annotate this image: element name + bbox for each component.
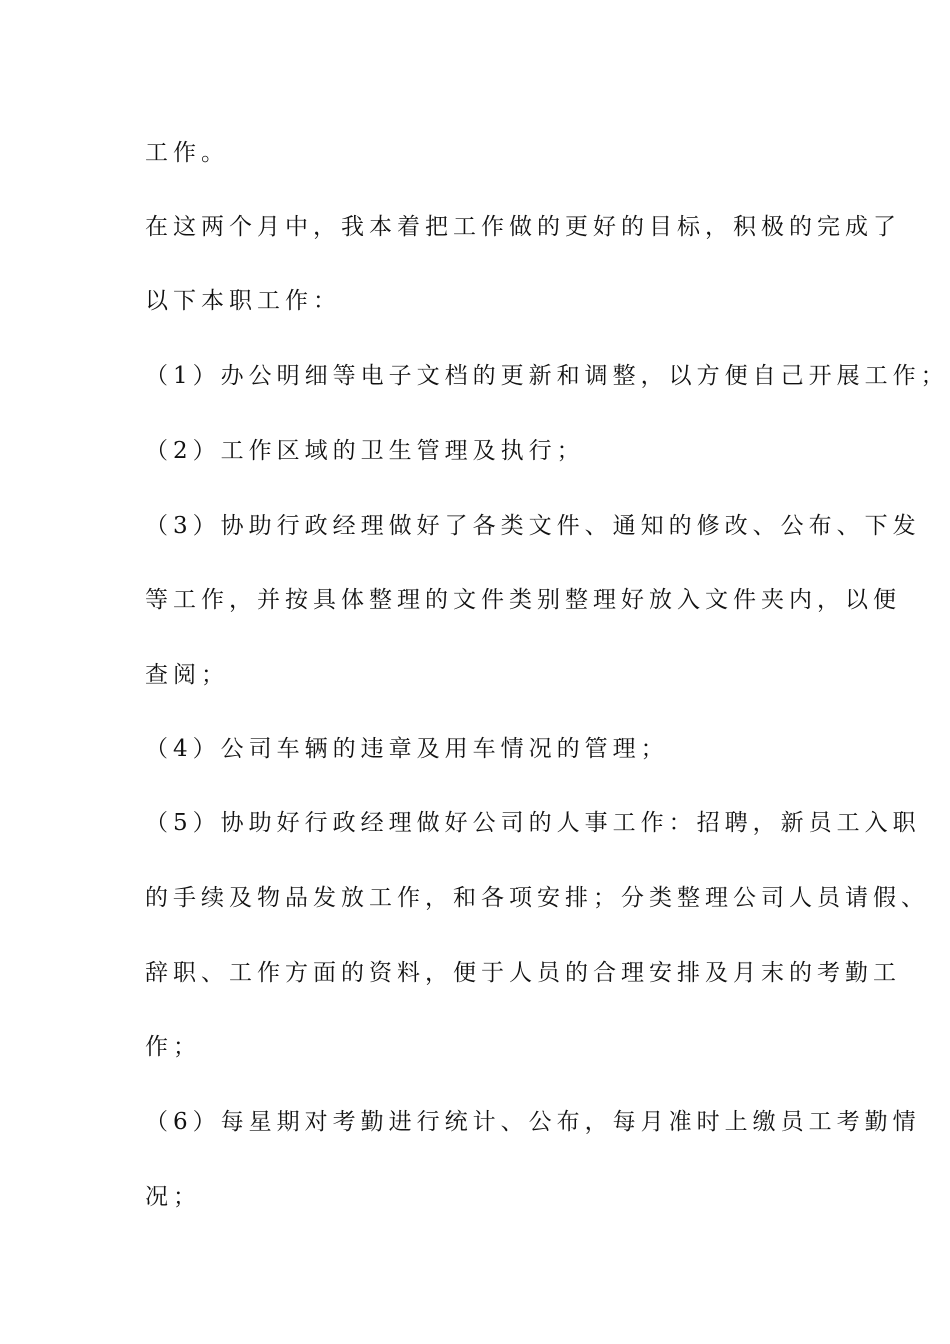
- text-line: （2）工作区域的卫生管理及执行；: [145, 438, 585, 464]
- text-line: 的手续及物品发放工作，和各项安排；分类整理公司人员请假、: [145, 885, 929, 911]
- text-line: （5）协助好行政经理做好公司的人事工作：招聘，新员工入职: [145, 810, 921, 836]
- text-line: （3）协助行政经理做好了各类文件、通知的修改、公布、下发: [145, 513, 921, 539]
- text-line: 查阅；: [145, 662, 229, 688]
- text-line: 辞职、工作方面的资料，便于人员的合理安排及月末的考勤工: [145, 960, 901, 986]
- text-line: 以下本职工作：: [145, 288, 341, 314]
- text-line: （4）公司车辆的违章及用车情况的管理；: [145, 736, 669, 762]
- text-line: （1）办公明细等电子文档的更新和调整，以方便自己开展工作；: [145, 363, 949, 389]
- text-line: 在这两个月中，我本着把工作做的更好的目标，积极的完成了: [145, 214, 901, 240]
- text-line: 况；: [145, 1184, 201, 1210]
- text-line: 等工作，并按具体整理的文件类别整理好放入文件夹内，以便: [145, 587, 901, 613]
- text-line: 作；: [145, 1034, 201, 1060]
- text-line: 工作。: [145, 140, 229, 166]
- text-line: （6）每星期对考勤进行统计、公布，每月准时上缴员工考勤情: [145, 1109, 921, 1135]
